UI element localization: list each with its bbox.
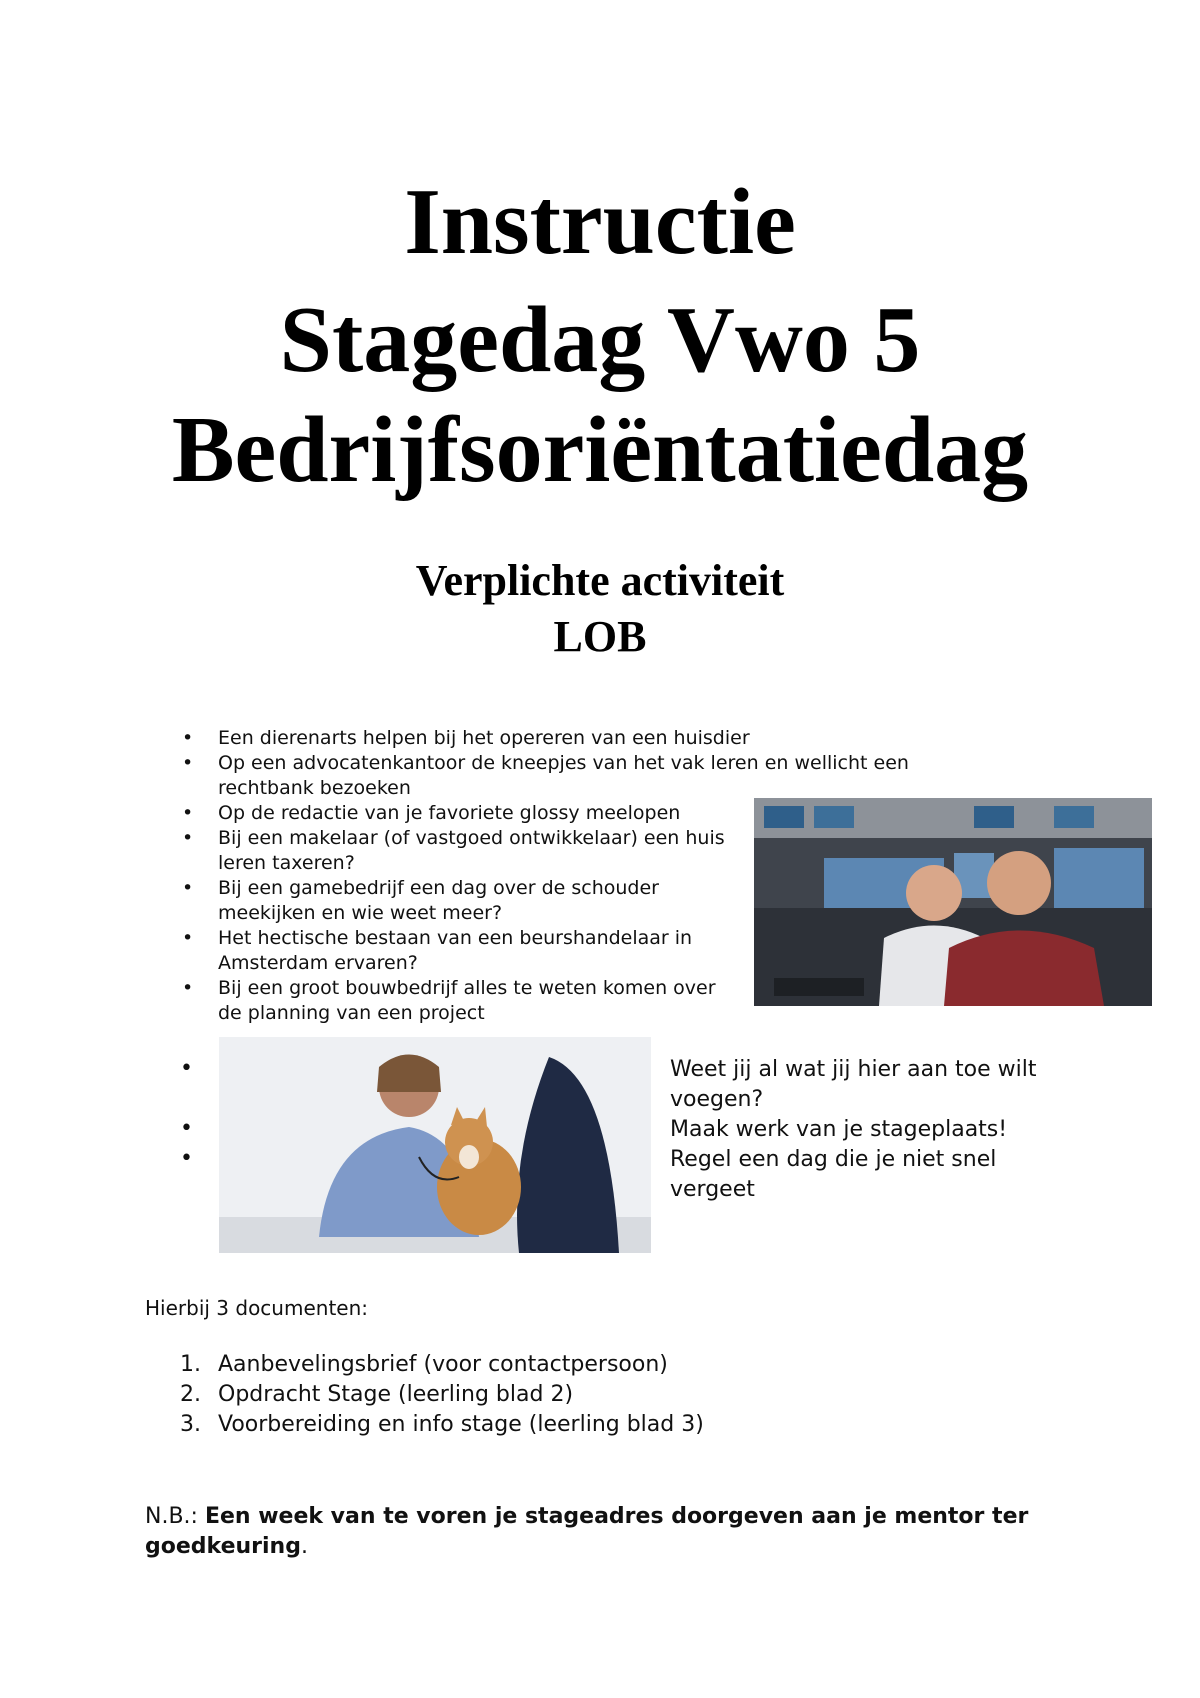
vet-illustration	[219, 1037, 651, 1253]
list-item: • Op de redactie van je favoriete glossy meelopen	[182, 802, 681, 824]
bullet-icon: •	[182, 752, 194, 774]
note-prefix: N.B.:	[145, 1504, 205, 1529]
bullet-icon: •	[180, 1146, 193, 1171]
list-item: • Bij een groot bouwbedrijf alles te weten komen over de planning van een project	[182, 977, 716, 1024]
bullet-icon: •	[182, 802, 194, 824]
list-item: • Een dierenarts helpen bij het opereren van een huisdier	[182, 727, 750, 749]
documents-intro: Hierbij 3 documenten:	[145, 1296, 368, 1320]
list-item: 3. Voorbereiding en info stage (leerling blad 3)	[180, 1412, 704, 1437]
title-line-2: Stagedag Vwo 5	[279, 288, 921, 392]
callout-line: Regel een dag die je niet snel vergeet	[670, 1147, 997, 1202]
bullet-icon: •	[180, 1116, 193, 1141]
title-line-3: Bedrijfsoriëntatiedag	[171, 398, 1029, 502]
trading-floor-photo	[754, 798, 1152, 1006]
traders-illustration	[754, 798, 1152, 1006]
subtitle-line-2: LOB	[553, 612, 647, 661]
bullet-icon: •	[182, 927, 194, 949]
callout-line: Weet jij al wat jij hier aan toe wilt voegen?	[670, 1057, 1037, 1112]
list-item: • Bij een makelaar (of vastgoed ontwikkelaar) een huis leren taxeren?	[182, 827, 725, 874]
bullet-icon: •	[182, 827, 194, 849]
note-bold: Een week van te voren je stageadres doorgeven aan je mentor ter goedkeuring	[145, 1504, 1029, 1559]
bullet-icon: •	[182, 727, 194, 749]
bullet-icon: •	[182, 977, 194, 999]
list-item: 1. Aanbevelingsbrief (voor contactpersoon)	[180, 1352, 668, 1377]
callout-text	[670, 1055, 1070, 1205]
documents-list	[180, 1350, 704, 1440]
bullet-icon: •	[182, 877, 194, 899]
list-item: • Op een advocatenkantoor de kneepjes van het vak leren en wellicht een rechtbank bezoeken	[182, 752, 909, 799]
list-item: • Het hectische bestaan van een beurshandelaar in Amsterdam ervaren?	[182, 927, 693, 974]
note	[145, 1502, 1045, 1562]
note-suffix: .	[300, 1534, 308, 1559]
list-item: • Bij een gamebedrijf een dag over de schouder meekijken en wie weet meer?	[182, 877, 659, 924]
vet-with-cat-photo	[219, 1037, 651, 1253]
title-line-1: Instructie	[404, 170, 796, 274]
subtitle-line-1: Verplichte activiteit	[415, 556, 785, 605]
callout-line: Maak werk van je stageplaats!	[670, 1117, 1008, 1142]
bullet-icon: •	[180, 1056, 193, 1081]
list-item: 2. Opdracht Stage (leerling blad 2)	[180, 1382, 574, 1407]
